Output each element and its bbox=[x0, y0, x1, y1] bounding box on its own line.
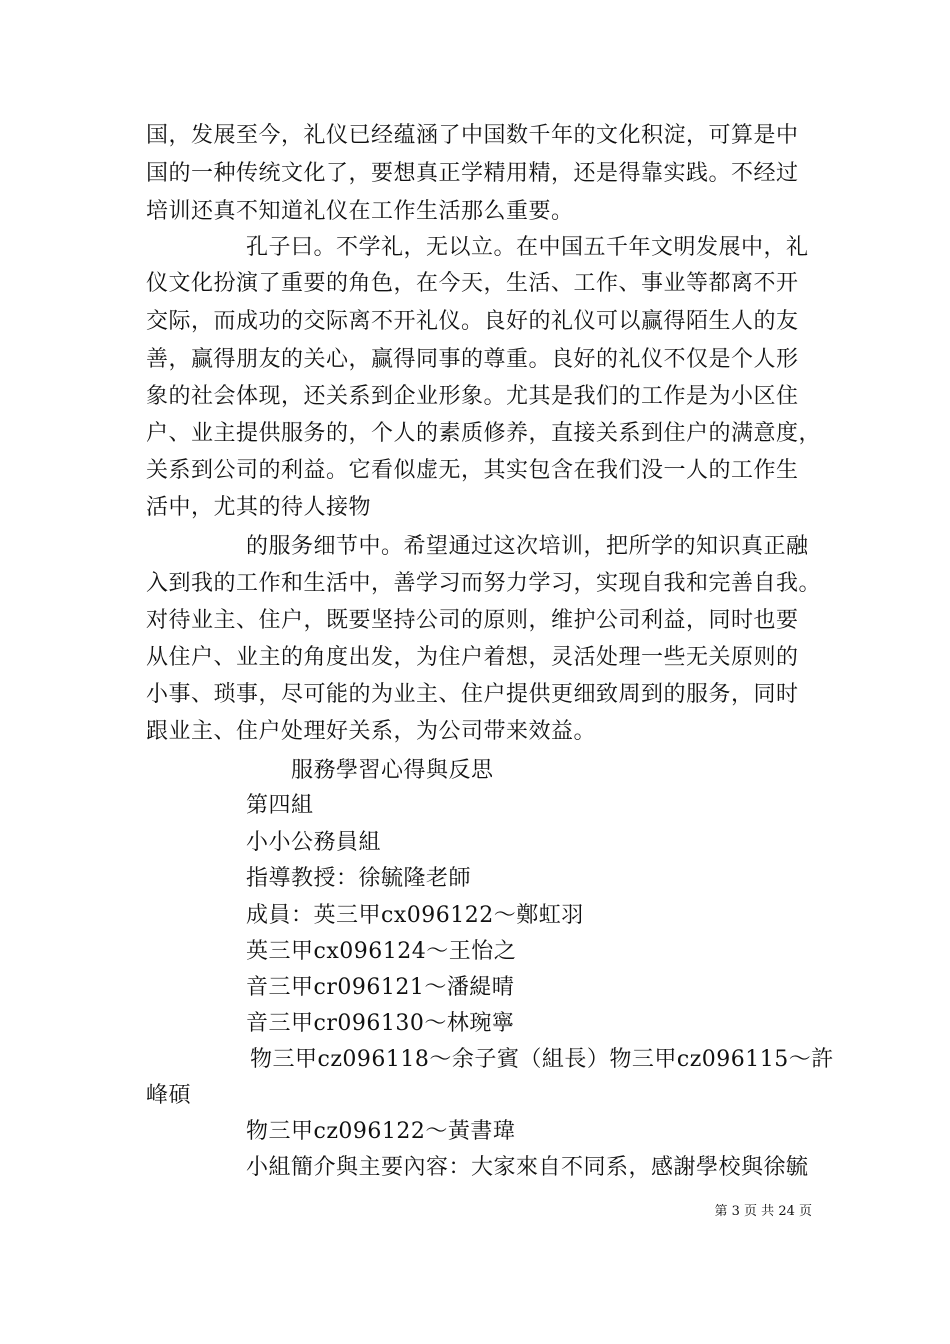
page-number: 第 3 页 共 24 页 bbox=[714, 1204, 812, 1219]
text-line: 入到我的工作和生活中，善学习而努力学习，实现自我和完善自我。 bbox=[146, 571, 822, 596]
member-line: 物三甲cz096118～余子賓（組長）物三甲cz096115～許 bbox=[250, 1047, 834, 1072]
text-line: 善，赢得朋友的关心，赢得同事的尊重。良好的礼仪不仅是个人形 bbox=[146, 347, 799, 372]
intro-line: 小組簡介與主要內容：大家來自不同系，感謝學校與徐毓 bbox=[246, 1155, 809, 1180]
text-line: 国，发展至今，礼仪已经蕴涵了中国数千年的文化积淀，可算是中 bbox=[146, 123, 799, 148]
text-line: 户、业主提供服务的，个人的素质修养，直接关系到住户的满意度， bbox=[146, 421, 822, 446]
text-line: 的服务细节中。希望通过这次培训，把所学的知识真正融 bbox=[246, 534, 809, 559]
text-line: 国的一种传统文化了，要想真正学精用精，还是得靠实践。不经过 bbox=[146, 161, 799, 186]
section-title: 服務學習心得與反思 bbox=[291, 758, 494, 783]
member-line: 音三甲cr096121～潘緹晴 bbox=[246, 975, 515, 1000]
text-line: 关系到公司的利益。它看似虚无，其实包含在我们没一人的工作生 bbox=[146, 458, 799, 483]
text-line: 对待业主、住户，既要坚持公司的原则，维护公司利益，同时也要 bbox=[146, 608, 799, 633]
text-line: 跟业主、住户处理好关系，为公司带来效益。 bbox=[146, 719, 597, 744]
text-line: 孔子曰。不学礼，无以立。在中国五千年文明发展中，礼 bbox=[246, 235, 809, 260]
group-name: 小小公務員組 bbox=[246, 830, 382, 855]
text-line: 培训还真不知道礼仪在工作生活那么重要。 bbox=[146, 199, 574, 224]
member-line: 英三甲cx096124～王怡之 bbox=[246, 939, 517, 964]
text-line: 小事、琐事，尽可能的为业主、住户提供更细致周到的服务，同时 bbox=[146, 682, 799, 707]
member-line: 物三甲cz096122～黃書瑋 bbox=[246, 1119, 516, 1144]
group-number: 第四組 bbox=[246, 793, 314, 818]
text-line: 仪文化扮演了重要的角色，在今天，生活、工作、事业等都离不开 bbox=[146, 271, 799, 296]
member-line: 音三甲cr096130～林琬寧 bbox=[246, 1011, 515, 1036]
member-line: 成員：英三甲cx096122～鄭虹羽 bbox=[246, 903, 584, 928]
text-line: 象的社会体现，还关系到企业形象。尤其是我们的工作是为小区住 bbox=[146, 384, 799, 409]
member-line: 峰碩 bbox=[146, 1083, 192, 1108]
advisor: 指導教授：徐毓隆老師 bbox=[246, 866, 472, 891]
text-line: 交际，而成功的交际离不开礼仪。良好的礼仪可以赢得陌生人的友 bbox=[146, 309, 799, 334]
text-line: 活中，尤其的待人接物 bbox=[146, 495, 372, 520]
text-line: 从住户、业主的角度出发，为住户着想，灵活处理一些无关原则的 bbox=[146, 645, 799, 670]
